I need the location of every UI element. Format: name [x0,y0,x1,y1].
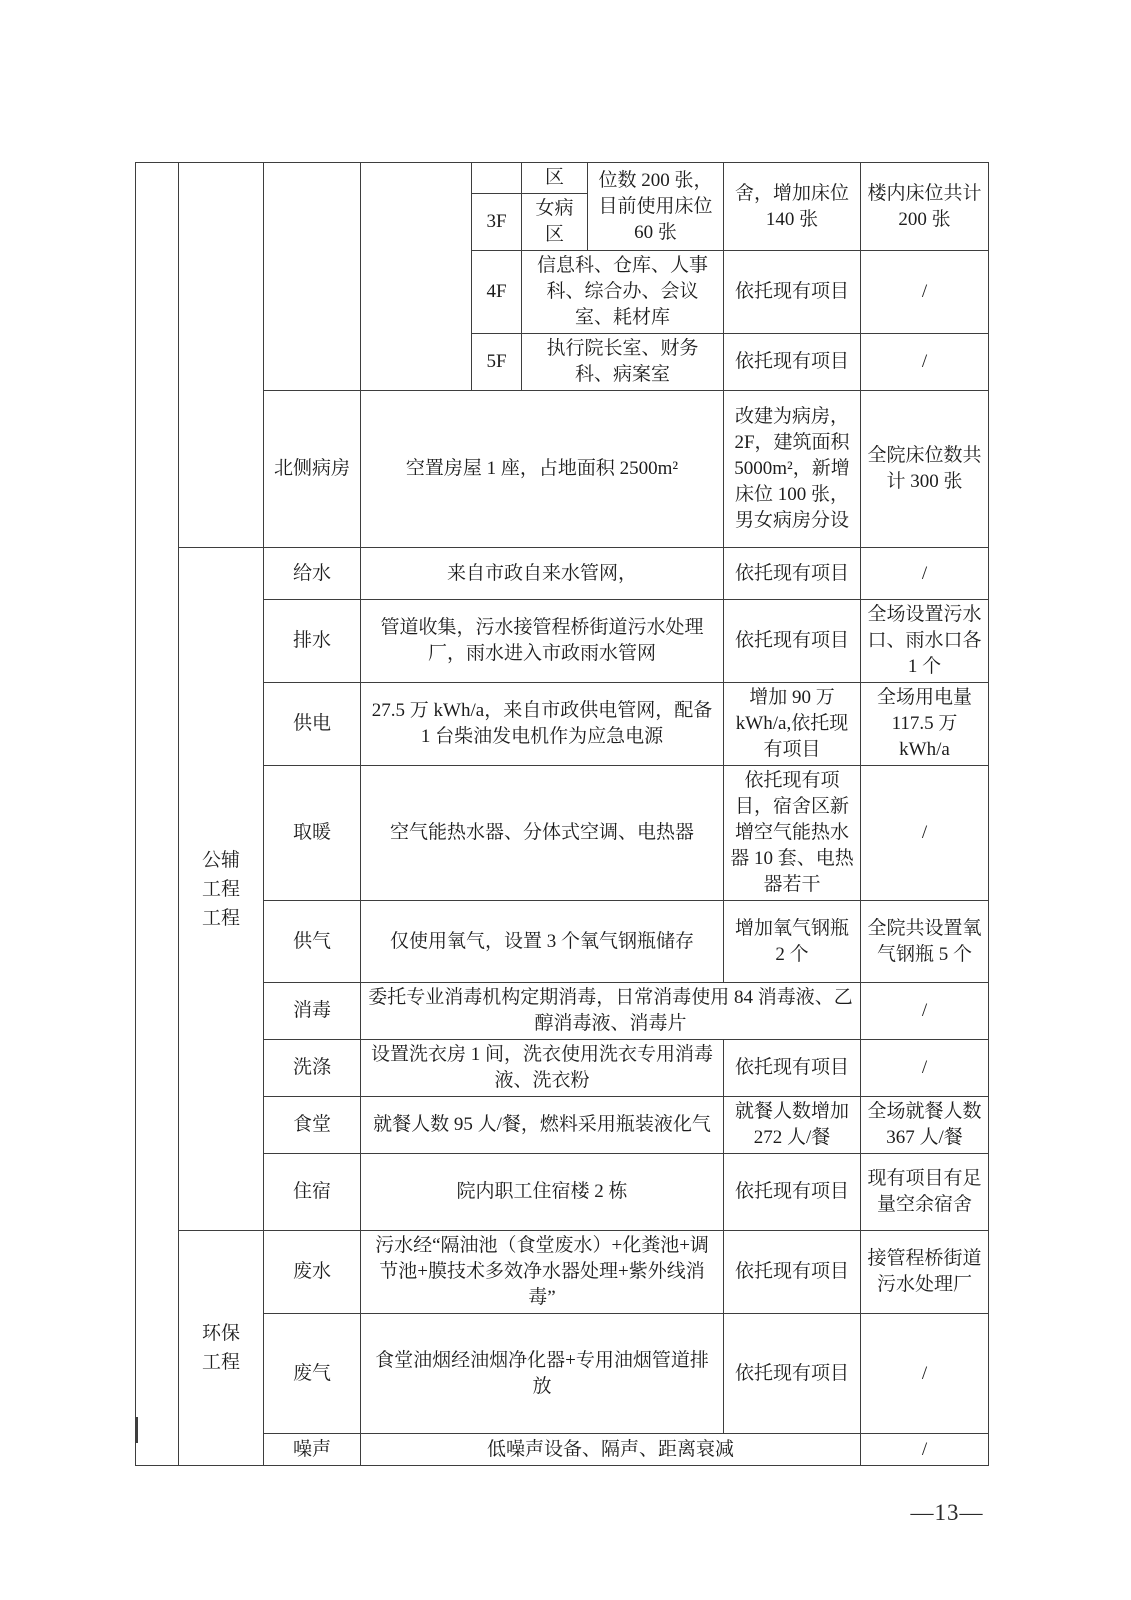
cell-north-ward-note: 全院床位数共计 300 张 [861,391,989,548]
cell-note-drainage: 全场设置污水口、雨水口各 1 个 [861,600,989,683]
cell-floor5-change: 依托现有项目 [724,334,861,391]
cell-north-ward-desc: 空置房屋 1 座，占地面积 2500m² [361,391,724,548]
cell-change-gas: 增加氧气钢瓶 2 个 [724,901,861,983]
cell-desc-heating: 空气能热水器、分体式空调、电热器 [361,766,724,901]
cell-change-wastewater: 依托现有项目 [724,1231,861,1314]
cell-floor4-change: 依托现有项目 [724,251,861,334]
cell-change-power: 增加 90 万 kWh/a,依托现有项目 [724,683,861,766]
cell-section-label-utility [179,548,264,1231]
page-cut-line-inner [178,1417,179,1443]
cell-note-gas: 全院共设置氧气钢瓶 5 个 [861,901,989,983]
table-row [136,766,989,901]
cell-change-drainage: 依托现有项目 [724,600,861,683]
cell-change-waste-gas: 依托现有项目 [724,1314,861,1434]
cell-floor3-ward: 女病区 [522,194,588,251]
cell-north-ward-change: 改建为病房，2F，建筑面积 5000m²，新增床位 100 张，男女病房分设 [724,391,861,548]
cell-building-name-continued [264,163,361,391]
cell-item-lodging: 住宿 [264,1154,361,1231]
cell-section-label-environment [179,1231,264,1466]
cell-note-laundry: / [861,1040,989,1097]
utility-section-label: 公辅工程工程 [201,849,240,929]
cell-category-continued [179,163,264,548]
cell-desc-power: 27.5 万 kWh/a，来自市政供电管网，配备 1 台柴油发电机作为应急电源 [361,683,724,766]
table [135,162,989,1466]
cell-floor4: 4F [472,251,522,334]
project-composition-table [135,162,988,1466]
cell-floor5: 5F [472,334,522,391]
cell-note-power: 全场用电量 117.5 万 kWh/a [861,683,989,766]
cell-note-lodging: 现有项目有足量空余宿舍 [861,1154,989,1231]
environment-section-label: 环保工程 [201,1323,240,1373]
cell-change-lodging: 依托现有项目 [724,1154,861,1231]
table-row [136,1231,989,1314]
cell-item-heating: 取暖 [264,766,361,901]
cell-beds-current: 位数 200 张，目前使用床位 60 张 [588,163,724,251]
cell-change-water-supply: 依托现有项目 [724,548,861,600]
cell-item-canteen: 食堂 [264,1097,361,1154]
cell-note-wastewater: 接管程桥街道污水处理厂 [861,1231,989,1314]
cell-item-waste-gas: 废气 [264,1314,361,1434]
cell-left-margin-column [136,163,179,1466]
table-row [136,548,989,600]
cell-building-desc-continued [361,163,472,391]
cell-ward-tail: 区 [522,163,588,194]
table-row [136,1040,989,1097]
cell-floor5-rooms: 执行院长室、财务科、病案室 [522,334,724,391]
cell-desc-wastewater: 污水经“隔油池（食堂废水）+化粪池+调节池+膜技术多效净水器处理+紫外线消毒” [361,1231,724,1314]
cell-change-canteen: 就餐人数增加 272 人/餐 [724,1097,861,1154]
cell-desc-gas: 仅使用氧气，设置 3 个氧气钢瓶储存 [361,901,724,983]
cell-note-tail: 楼内床位共计 200 张 [861,163,989,251]
cell-item-laundry: 洗涤 [264,1040,361,1097]
cell-note-noise: / [861,1434,989,1466]
cell-item-disinfection: 消毒 [264,983,361,1040]
table-row [136,683,989,766]
cell-item-drainage: 排水 [264,600,361,683]
cell-item-water-supply: 给水 [264,548,361,600]
cell-desc-waste-gas: 食堂油烟经油烟净化器+专用油烟管道排放 [361,1314,724,1434]
cell-desc-noise: 低噪声设备、隔声、距离衰减 [361,1434,861,1466]
cell-floor5-note: / [861,334,989,391]
cell-floor3: 3F [472,194,522,251]
table-row [136,1314,989,1434]
cell-floor4-rooms: 信息科、仓库、人事科、综合办、会议室、耗材库 [522,251,724,334]
cell-item-power: 供电 [264,683,361,766]
table-row [136,983,989,1040]
cell-desc-canteen: 就餐人数 95 人/餐，燃料采用瓶装液化气 [361,1097,724,1154]
table-row [136,1154,989,1231]
cell-item-gas: 供气 [264,901,361,983]
table-row [136,901,989,983]
table-row [136,600,989,683]
cell-desc-drainage: 管道收集，污水接管程桥街道污水处理厂，雨水进入市政雨水管网 [361,600,724,683]
cell-note-disinfection: / [861,983,989,1040]
table-row [136,391,989,548]
page-number: —13— [910,1500,984,1525]
cell-change-tail: 舍，增加床位 140 张 [724,163,861,251]
cell-note-water-supply: / [861,548,989,600]
cell-note-canteen: 全场就餐人数 367 人/餐 [861,1097,989,1154]
cell-desc-lodging: 院内职工住宿楼 2 栋 [361,1154,724,1231]
cell-item-noise: 噪声 [264,1434,361,1466]
cell-floor4-note: / [861,251,989,334]
cell-desc-disinfection: 委托专业消毒机构定期消毒，日常消毒使用 84 消毒液、乙醇消毒液、消毒片 [361,983,861,1040]
table-row [136,1097,989,1154]
cell-item-wastewater: 废水 [264,1231,361,1314]
cell-north-ward-label: 北侧病房 [264,391,361,548]
cell-change-laundry: 依托现有项目 [724,1040,861,1097]
cell-note-waste-gas: / [861,1314,989,1434]
cell-floor-empty [472,163,522,194]
cell-note-heating: / [861,766,989,901]
cell-desc-water-supply: 来自市政自来水管网， [361,548,724,600]
cell-desc-laundry: 设置洗衣房 1 间，洗衣使用洗衣专用消毒液、洗衣粉 [361,1040,724,1097]
table-row [136,163,989,194]
cell-change-heating: 依托现有项目，宿舍区新增空气能热水器 10 套、电热器若干 [724,766,861,901]
table-row [136,1434,989,1466]
page-cut-line-outer [135,1417,138,1443]
